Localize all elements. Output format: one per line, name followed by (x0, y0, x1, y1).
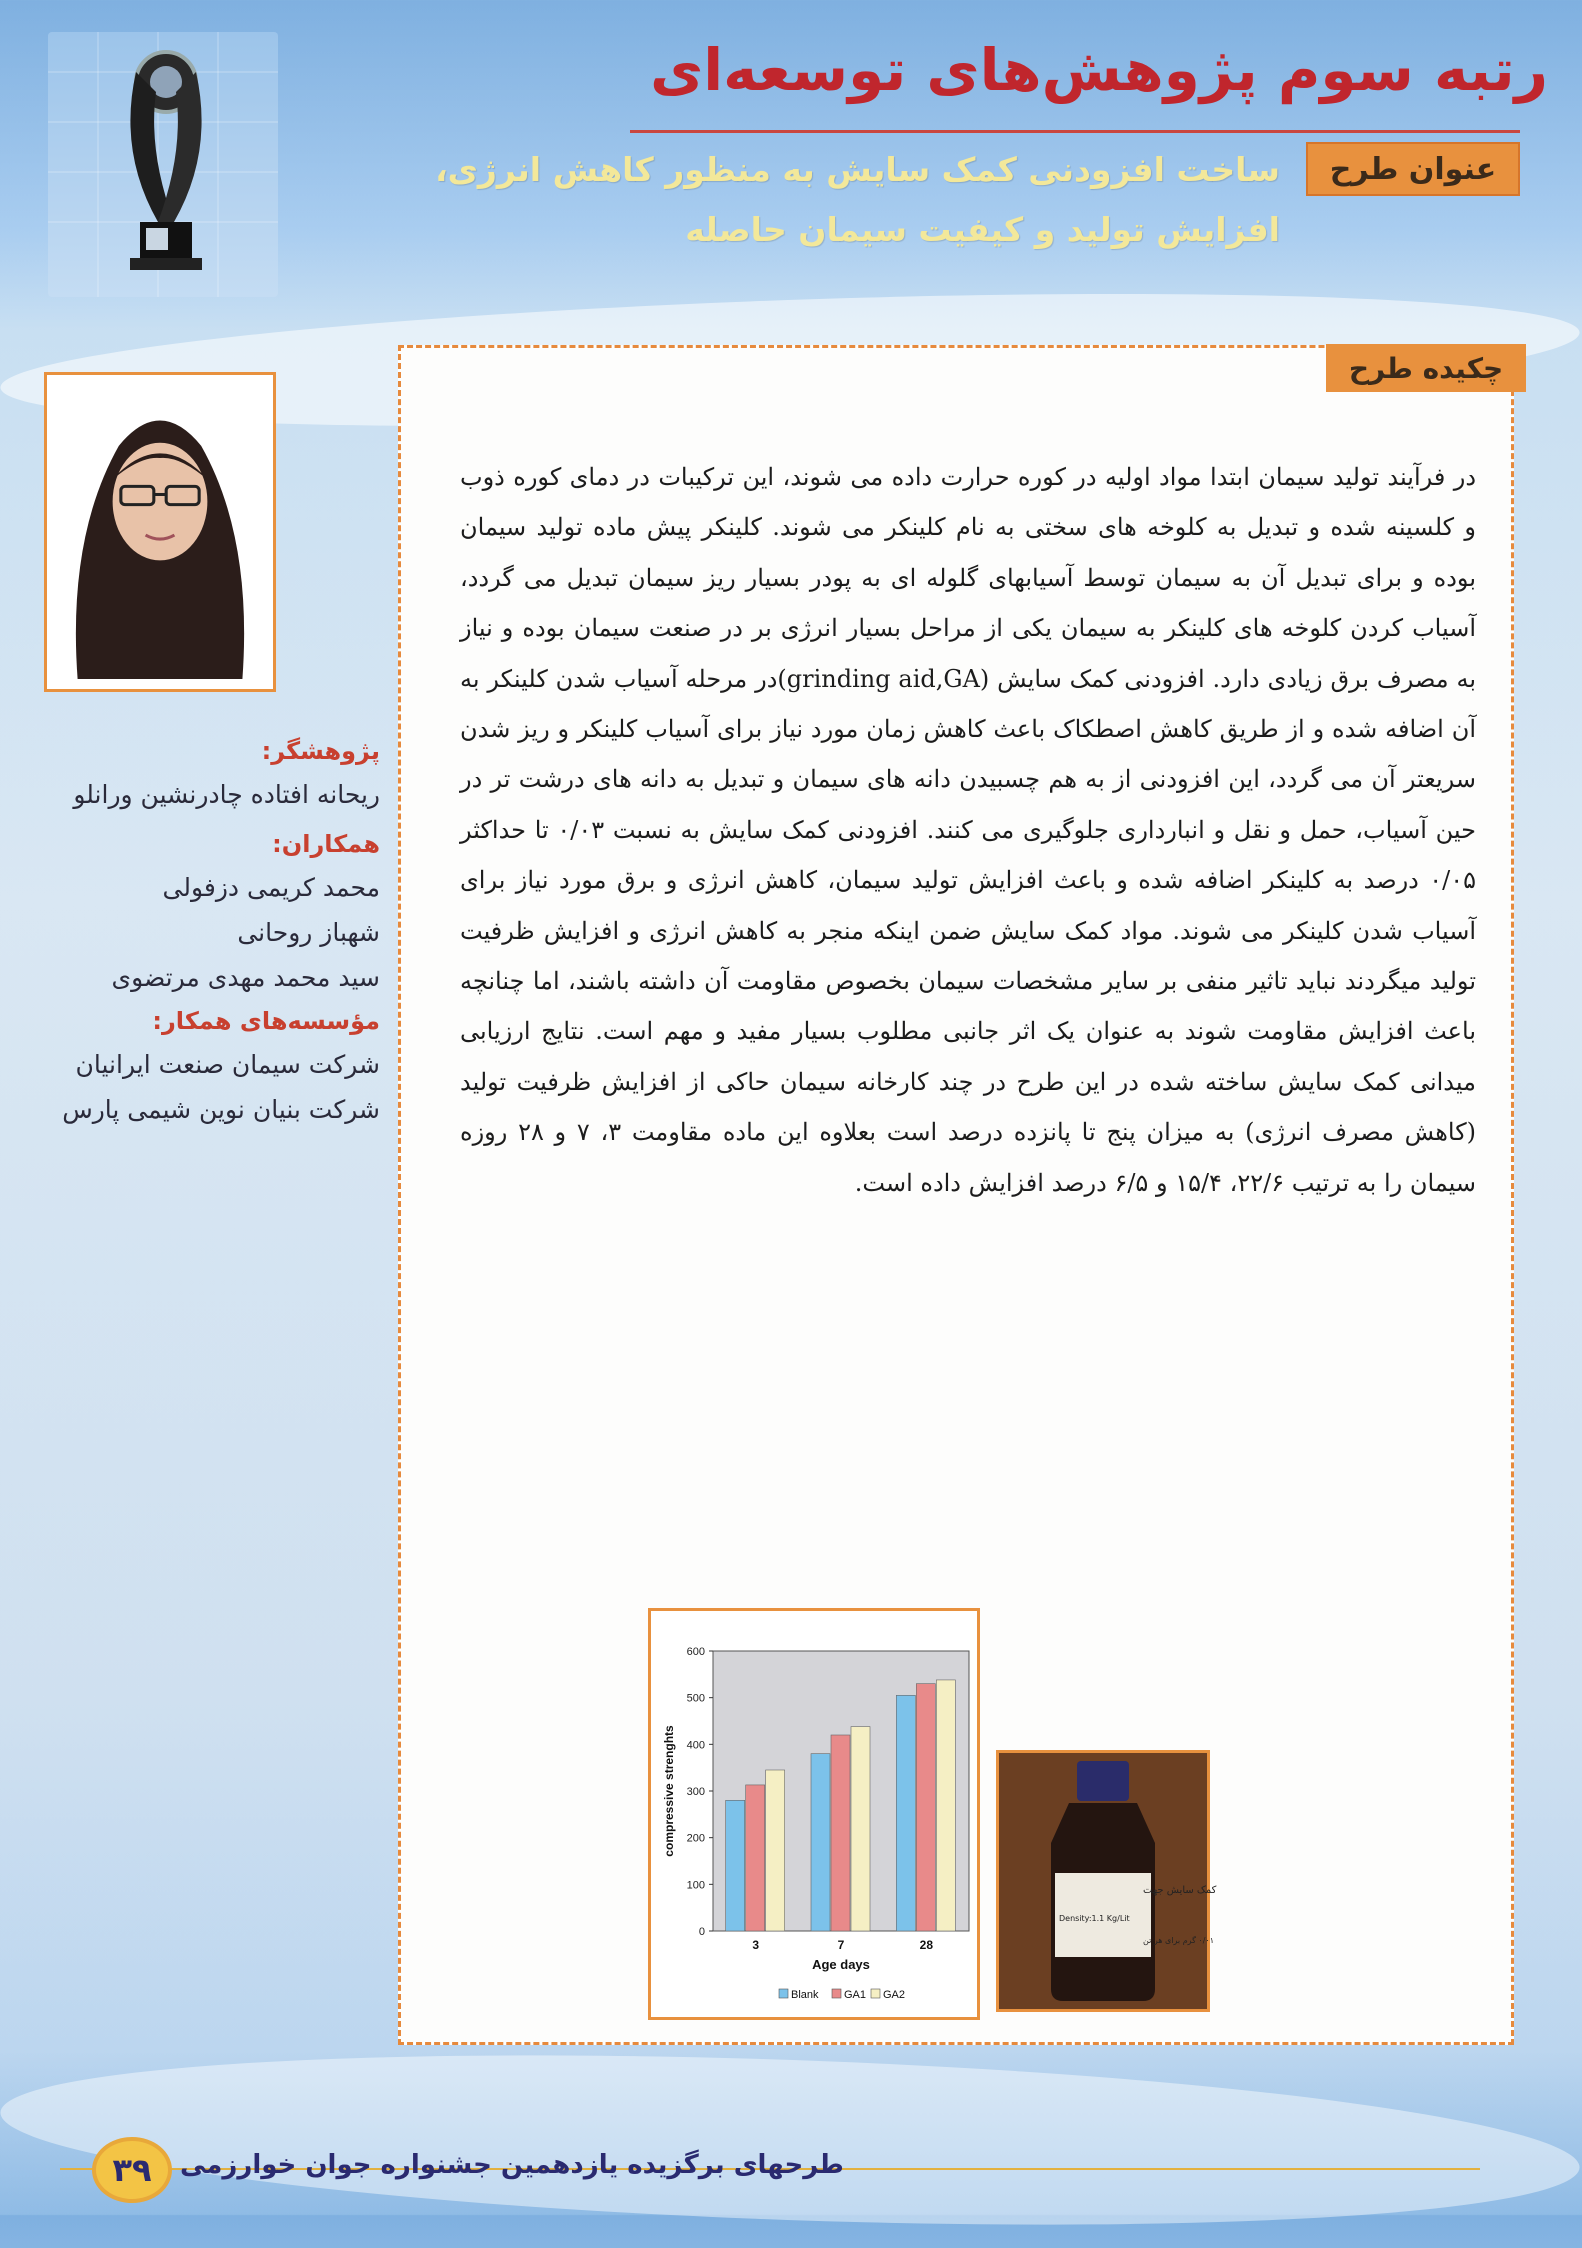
chart-x-tick-label: 7 (837, 1938, 845, 1952)
chart-y-tick-label: 100 (686, 1879, 705, 1892)
trophy-image (48, 32, 278, 297)
chart-bar-ga2 (766, 1770, 785, 1931)
chart-y-tick-label: 200 (686, 1832, 705, 1845)
chart-bar-blank (726, 1800, 745, 1931)
chart-bar-ga2 (936, 1680, 955, 1931)
project-label-badge: عنوان طرح (1306, 142, 1520, 196)
chart-legend-label: Blank (791, 1989, 819, 2001)
chart-bar-ga1 (916, 1684, 935, 1931)
institution-name: شرکت سیمان صنعت ایرانیان (75, 1050, 380, 1079)
abstract-text: در فرآیند تولید سیمان ابتدا مواد اولیه در کوره حرارت داده می شوند، این ترکیبات در دمای کوره ذوب و کلسینه شده و تبدیل به کلوخه های سختی به نام کلینکر می شوند. کلینکر پیش ماده تولید سیمان بوده و برای تبدیل آن به سیمان توسط آسیابهای گلوله ای به پودر بسیار ریز سیمان تبدیل می گردد، آسیاب کردن کلوخه های کلینکر به سیمان یکی از مراحل بسیار انرژی بر در صنعت سیمان بوده و نیاز به مصرف برق زیادی دارد. افزودنی کمک سایش (grinding aid,GA)در مرحله آسیاب شدن کلینکر به آن اضافه شده و از طریق کاهش اصطکاک باعث کاهش زمان مورد نیاز برای آسیاب کلینکر و ریز شدن سریعتر آن می گردد، این افزودنی از به هم چسبیدن دانه های سیمان و تبدیل به دانه های درشت تر در حین آسیاب، حمل و نقل و انبارداری جلوگیری می کنند. افزودنی کمک سایش به نسبت ۰/۰۳ تا حداکثر ۰/۰۵ درصد به کلینکر اضافه شده و باعث افزایش تولید سیمان، کاهش انرژی و برق مورد نیاز برای آسیاب شدن کلینکر می شوند. مواد کمک سایش ضمن اینکه منجر به کاهش انرژی و افزایش ظرفیت تولید میگردند نباید تاثیر منفی بر سایر مشخصات سیمان بخصوص مقاومت آن داشته باشند، اما چنانچه باعث افزایش مقاومت شوند به عنوان یک اثر جانبی مطلوب بسیار مفید و مهم است. نتایج ارزیابی میدانی کمک سایش ساخته شده در این طرح در چند کارخانه سیمان حاکی از افزایش ظرفیت تولید (کاهش مصرف انرژی) به میزان پنج تا پانزده درصد است بعلاوه این ماده مقاومت ۳، ۷ و ۲۸ روزه سیمان را به ترتیب ۲۲/۶، ۱۵/۴ و ۶/۵ درصد افزایش داده است. (460, 463, 1477, 1197)
collaborator-name: سید محمد مهدی مرتضوی (111, 963, 380, 992)
bottle-label-line: ۰/۰۱ گرم برای هر تن (1143, 1936, 1215, 1945)
researcher-info (40, 730, 380, 1132)
chart-y-tick-label: 400 (686, 1739, 705, 1752)
chart-x-axis-label: Age days (812, 1957, 870, 1972)
chart-legend-swatch (871, 1989, 880, 1998)
chart-y-axis-label: compressive strenghts (662, 1725, 676, 1857)
chart-legend-swatch (832, 1989, 841, 1998)
strength-chart (648, 1608, 980, 2020)
chart-svg (651, 1611, 977, 2017)
product-bottle-image (996, 1750, 1217, 2012)
portrait-icon (57, 385, 263, 679)
summary-tab: چکیده طرح (1326, 344, 1526, 392)
collaborators-label: همکاران: (272, 830, 380, 858)
institution-name: شرکت بنیان نوین شیمی پارس (62, 1095, 380, 1124)
chart-legend-label: GA1 (844, 1989, 867, 2001)
title-divider (630, 130, 1520, 133)
chart-y-tick-label: 500 (686, 1692, 705, 1705)
bottle-icon (999, 1753, 1217, 2009)
chart-legend-swatch (779, 1989, 788, 1998)
trophy-icon (48, 32, 278, 297)
project-title: ساخت افزودنی کمک سایش به منظور کاهش انرژی، افزایش تولید و کیفیت سیمان حاصله (435, 150, 1280, 249)
chart-y-tick-label: 300 (686, 1786, 705, 1798)
footer-caption: طرحهای برگزیده یازدهمین جشنواره جوان خوارزمی (180, 2150, 844, 2180)
chart-bar-blank (896, 1695, 915, 1931)
chart-bar-ga2 (851, 1727, 870, 1931)
chart-x-tick-label: 28 (919, 1938, 934, 1952)
researcher-photo (44, 372, 276, 692)
page-number: ۳۹ (92, 2137, 172, 2203)
bottle-label-line: Density:1.1 Kg/Lit (1059, 1914, 1130, 1923)
collaborator-name: شهباز روحانی (237, 918, 380, 947)
chart-x-tick-label: 3 (752, 1938, 760, 1952)
chart-y-tick-label: 600 (686, 1646, 705, 1658)
researcher-name: ریحانه افتاده چادرنشین ورانلو (73, 780, 380, 809)
bottle-label-line: کمک سایش جهت (1143, 1885, 1217, 1896)
collaborator-name: محمد کریمی دزفولی (162, 873, 380, 902)
researcher-label: پژوهشگر: (261, 737, 380, 765)
chart-bar-ga1 (746, 1785, 765, 1931)
background-wave-bottom (0, 2032, 1582, 2247)
chart-bar-ga1 (831, 1735, 850, 1931)
chart-y-tick-label: 0 (698, 1926, 705, 1938)
chart-legend-label: GA2 (883, 1989, 906, 2001)
chart-bar-blank (811, 1754, 830, 1931)
institutions-label: مؤسسه‌های همکار: (152, 1007, 380, 1035)
page-title: رتبه سوم پژوهش‌های توسعه‌ای (650, 36, 1548, 104)
